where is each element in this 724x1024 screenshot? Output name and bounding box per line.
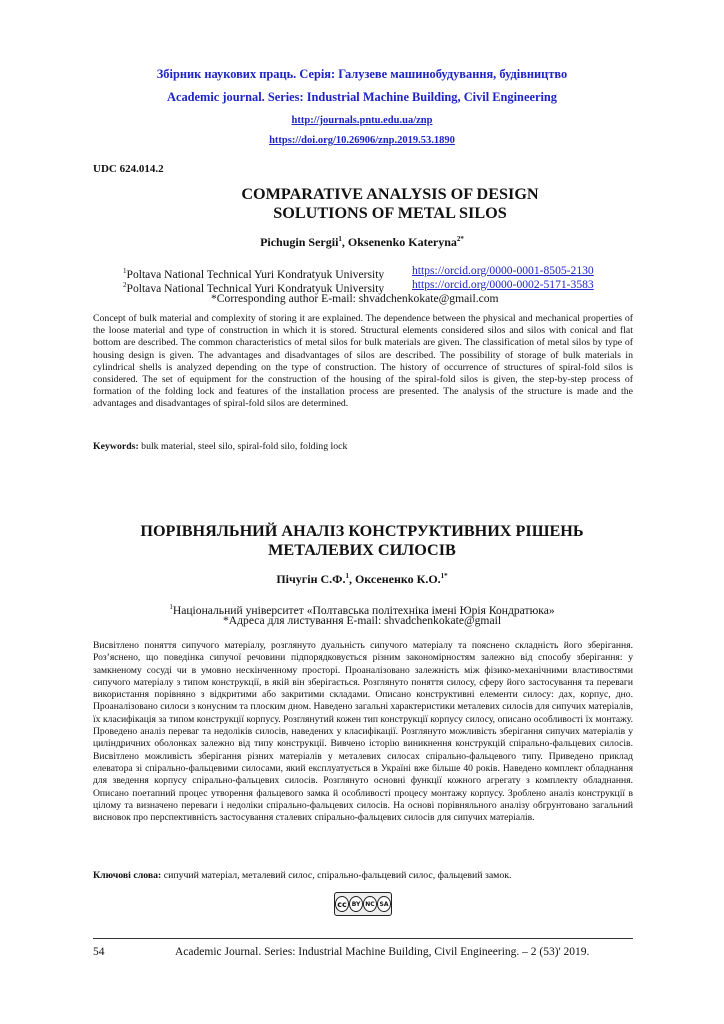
- orcid-link-1[interactable]: https://orcid.org/0000-0001-8505-2130: [412, 264, 594, 277]
- keywords-en-text: bulk material, steel silo, spiral-fold silo, folding lock: [138, 441, 348, 452]
- orcid-link-2[interactable]: https://orcid.org/0000-0002-5171-3583: [412, 278, 594, 291]
- author2-en-sup: 2*: [456, 235, 464, 243]
- journal-title-en: Academic journal. Series: Industrial Machine Building, Civil Engineering: [167, 90, 557, 104]
- journal-url-link[interactable]: http://journals.pntu.edu.ua/znp: [291, 115, 433, 126]
- paper-title-ua-line1: ПОРІВНЯЛЬНИЙ АНАЛІЗ КОНСТРУКТИВНИХ РІШЕНЬ: [140, 522, 584, 540]
- author-sep-ua: ,: [348, 572, 355, 586]
- cc-sa-icon: SA: [377, 896, 391, 912]
- doi-row: [0, 135, 724, 146]
- udc-code: UDC 624.014.2: [93, 163, 164, 175]
- affil1-ua-sup: 1: [169, 603, 173, 611]
- affil1-en-text: Poltava National Technical Yuri Kondratyuk University: [126, 267, 385, 281]
- doi-link[interactable]: https://doi.org/10.26906/znp.2019.53.1890: [269, 135, 455, 146]
- authors-en: [0, 235, 724, 250]
- keywords-ua-text: сипучий матеріал, металевий силос, спірально-фальцевий силос, фальцевий замок.: [161, 870, 512, 881]
- author-sep-en: ,: [341, 235, 348, 249]
- affil1-ua-text: Національний університет «Полтавська політехніка імені Юрія Кондратюка»: [172, 603, 555, 617]
- paper-title-ua-line2: МЕТАЛЕВИХ СИЛОСІВ: [268, 541, 456, 559]
- affil2-en-text: Poltava National Technical Yuri Kondratyuk University: [126, 281, 385, 295]
- keywords-en-label: Keywords:: [93, 441, 139, 452]
- paper-title-en: [180, 185, 600, 223]
- author1-ua: Пічугін С.Ф.: [276, 572, 346, 586]
- author2-ua-sup: 1*: [440, 572, 448, 580]
- footer-divider: [93, 938, 633, 939]
- footer-journal: Academic Journal. Series: Industrial Machine Building, Civil Engineering. – 2 (53)' 2019.: [175, 946, 590, 958]
- journal-title-ua: Збірник наукових праць. Серія: Галузеве машинобудування, будівництво: [156, 67, 568, 81]
- affiliation-en-1-orcid: [412, 264, 594, 278]
- corresponding-en: *Corresponding author E-mail: shvadchenkokate@gmail.com: [211, 292, 499, 305]
- authors-ua: [0, 572, 724, 587]
- paper-title-en-line2: SOLUTIONS OF METAL SILOS: [273, 204, 507, 222]
- affil1-en-sup: 1: [123, 267, 127, 275]
- author2-ua: Оксененко К.О.: [354, 572, 441, 586]
- author2-en: Oksenenko Kateryna: [347, 235, 457, 249]
- cc-icon: cc: [335, 896, 349, 912]
- corresponding-ua: *Адреса для листування E-mail: shvadchenkokate@gmail: [222, 614, 502, 627]
- abstract-ua: Висвітлено поняття сипучого матеріалу, розглянуто дуальність сипучого матеріалу та пояснено складність його зберігання. Роз’яснено, що поведінка сипучої речовини підпорядковується різним закономірностям залежно від способу зберігання: у замкненому сосуді чи в умовно нескінченному просторі. Проаналізовано залежність між фізико-механічними властивостями сипучого матеріалу з типом конструкції, в якій він зберігається. Розглянуто поняття силосу, сферу його застосування та переваги використання порівняно з відкритими або закритими складами. Описано конструктивні елементи силосу: дах, корпус, дно. Проаналізовано силоси з конусним та плоским дном. Наведено загальні характеристики металевих силосів для сипучих матеріалів, їх класифікація за типом конструкції корпусу. Розглянутий кожен тип конструкції корпусу силосу, описано особливості їх монтажу. Проведено аналіз переваг та недоліків силосів, наведених у класифікації. Розглянуто можливість зберігання сипучих матеріалів у циліндричних оболонках залежно від типу конструкції. Вивчено історію виникнення конструкцій спірально-фальцевих силосів. Висвітлено можливість зберігання різних матеріалів у металевих силосах спірально-фальцевого типу. Приведено приклад елеватора зі спірально-фальцевими силосами, який експлуатується в Україні вже більше 40 років. Наведено комплект обладнання для зведення корпусу спірально-фальцевих силосів. Розглянуто основні функції кожного агрегату з комплекту обладнання. Описано поетапний процес утворення фальцевого замка й особливості процесу монтажу корпусу. Зроблено аналіз конструкції в цілому та визначено переваги і недоліки спірально-фальцевих силосів. На основі порівняльного аналізу обгрунтовано загальний висновок про перспективність застосування сталевих спірально-фальцевих силосів для сипучих матеріалів.: [93, 640, 633, 824]
- author1-en-sup: 1: [338, 235, 342, 243]
- author1-ua-sup: 1: [345, 572, 349, 580]
- keywords-ua: [93, 870, 512, 881]
- paper-title-en-line1: COMPARATIVE ANALYSIS OF DESIGN: [241, 185, 539, 203]
- author1-en: Pichugin Sergii: [260, 235, 339, 249]
- affil2-en-sup: 2: [123, 281, 127, 289]
- journal-url-row: [0, 115, 724, 126]
- keywords-en: [93, 441, 347, 452]
- paper-title-ua: [100, 522, 624, 560]
- cc-license-badge[interactable]: [334, 892, 392, 916]
- affiliation-en-2-orcid: [412, 278, 594, 292]
- page-number: 54: [93, 946, 105, 958]
- keywords-ua-label: Ключові слова:: [93, 870, 162, 881]
- cc-by-icon: BY: [349, 896, 363, 912]
- cc-nc-icon: NC: [363, 896, 377, 912]
- abstract-en: Concept of bulk material and complexity of storing it are explained. The dependence between the physical and mechanical properties of the loose material and type of construction in which it is stored. Structural elements considered silos and silos with conical and flat bottom are described. The common characteristics of metal silos for bulk materials are given. The classification of metal silos by type of housing design is given. The advantages and disadvantages of silos are described. The possibility of storage of bulk materials in cylindrical shells is analyzed depending on the type of construction. The history of occurrence of structures of spiral-fold silos is considered. The set of equipment for the construction of the housing of the spiral-fold silos is given, the step-by-step process of formation of the folding lock and features of the installation process are presented. The analysis of the structure is made and the advantages and disadvantages of spiral-fold silos are determined.: [93, 313, 633, 410]
